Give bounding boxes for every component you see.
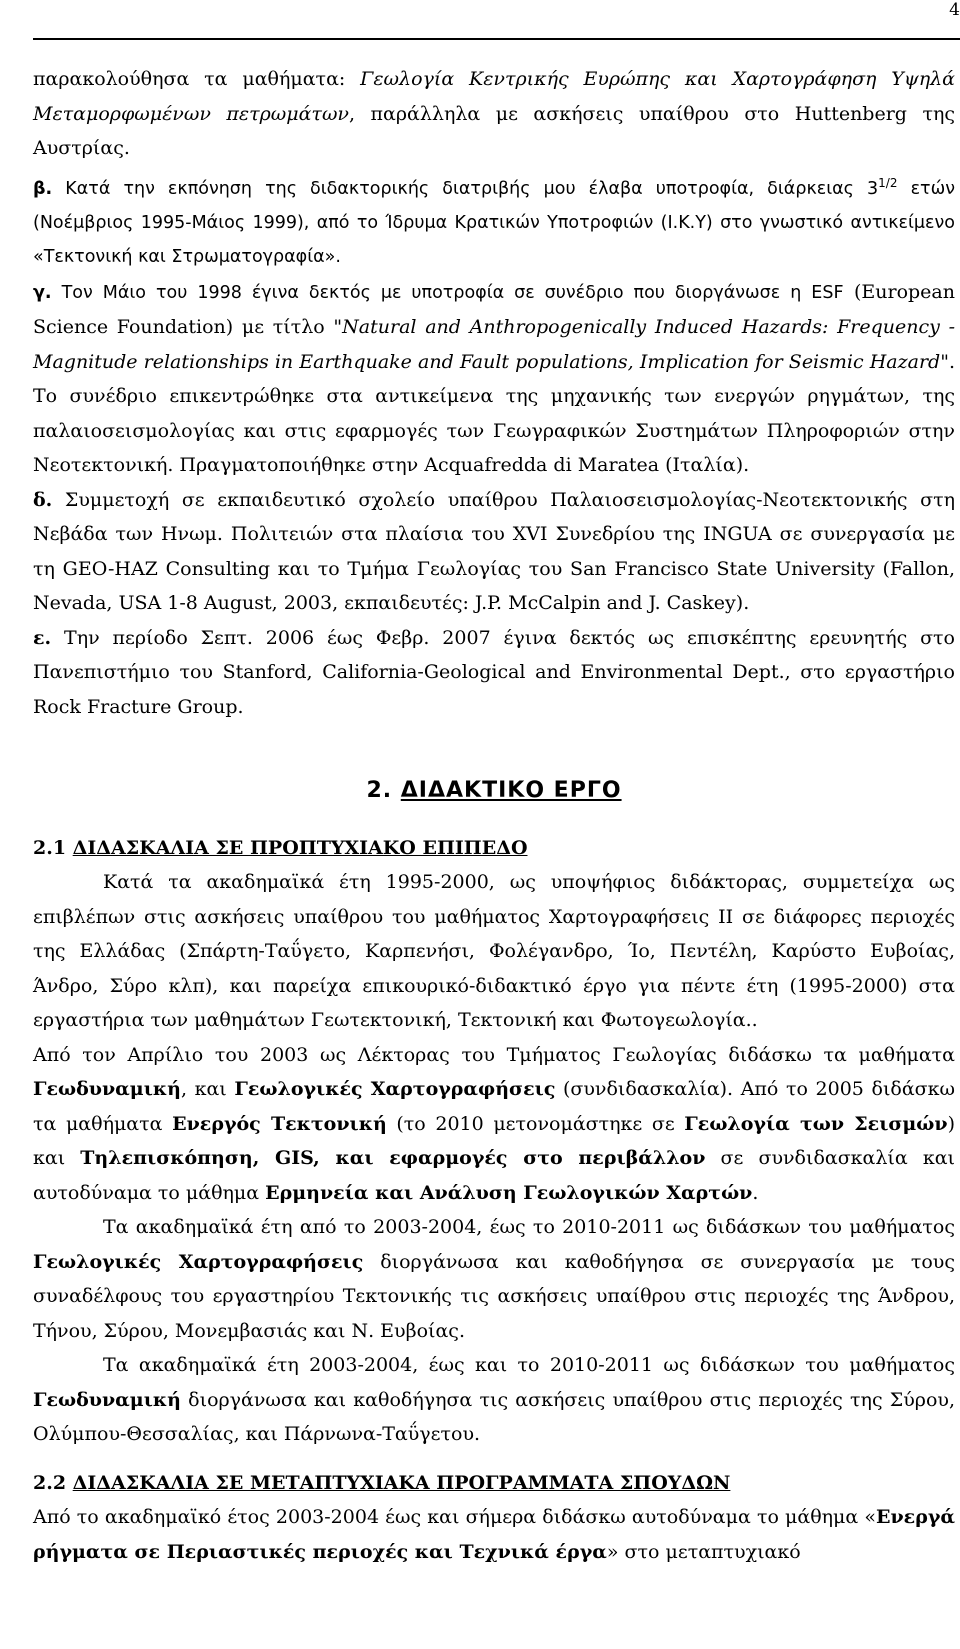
paragraph-undergrad-3: Τα ακαδημαϊκά έτη από το 2003-2004, έως το 2010-2011 ως διδάσκων του μαθήματος Γεωλογικές Χαρτογραφήσεις διοργάνωσα και καθοδήγησα σε συνεργασία με τους συναδέλφους του εργαστηρίου Τεκτονικής τις ασκήσεις υπαίθρου στις περιοχές της Άνδρου, Τήνου, Σύρου, Μονεμβασιάς και Ν. Ευβοίας.	[33, 1216, 955, 1342]
subsection-heading-postgraduate: 2.2 ΔΙΔΑΣΚΑΛΙΑ ΣΕ ΜΕΤΑΠΤΥΧΙΑΚΑ ΠΡΟΓΡΑΜΜΑΤΑ ΣΠΟΥΔΩΝ	[33, 1471, 731, 1494]
header-rule	[33, 38, 960, 40]
item-b: β. Κατά την εκπόνηση της διδακτορικής διατριβής μου έλαβα υποτροφία, διάρκειας $3^{1/2}$ ετών (Νοέμβριος 1995-Μάιος 1999), από το Ίδρυμα Κρατικών Υποτροφιών (Ι.Κ.Υ) στο γνωστικό αντικείμενο «Τεκτονική και Στρωματογραφία».	[33, 175, 955, 268]
section-heading-teaching: 2. ΔΙΔΑΚΤΙΚΟ ΕΡΓΟ	[366, 778, 622, 804]
subsection-heading-undergraduate: 2.1 ΔΙΔΑΣΚΑΛΙΑ ΣΕ ΠΡΟΠΤΥΧΙΑΚΟ ΕΠΙΠΕΔΟ	[33, 836, 528, 859]
item-c-marker: γ.	[33, 282, 52, 303]
paragraph-postgrad-1: Από το ακαδημαϊκό έτος 2003-2004 έως και σήμερα διδάσκω αυτοδύναμα το μάθημα «Ενεργά ρήγματα σε Περιαστικές περιοχές και Τεχνικά έργα» στο μεταπτυχιακό	[33, 1506, 955, 1563]
item-a-continuation: παρακολούθησα τα μαθήματα: Γεωλογία Κεντρικής Ευρώπης και Χαρτογράφηση Υψηλά Μεταμορφωμένων πετρωμάτων, παράλληλα με ασκήσεις υπαίθρου στο Huttenberg της Αυστρίας.	[33, 68, 956, 159]
item-d: δ. Συμμετοχή σε εκπαιδευτικό σχολείο υπαίθρου Παλαιοσεισμολογίας-Νεοτεκτονικής στη Νεβάδα των Ηνωμ. Πολιτειών στα πλαίσια του XVI Συνεδρίου της INGUA σε συνεργασία με τη GEO-HAZ Consulting και το Τμήμα Γεωλογίας του San Francisco State University (Fallon, Nevada, USA 1-8 August, 2003, εκπαιδευτές: J.P. McCalpin and J. Caskey).	[33, 488, 955, 615]
paragraph-undergrad-2: Από τον Απρίλιο του 2003 ως Λέκτορας του Τμήματος Γεωλογίας διδάσκω τα μαθήματα Γεωδυναμική, και Γεωλογικές Χαρτογραφήσεις (συνδιδασκαλία). Από το 2005 διδάσκω τα μαθήματα Ενεργός Τεκτονική (το 2010 μετονομάστηκε σε Γεωλογία των Σεισμών) και Τηλεπισκόπηση, GIS, και εφαρμογές στο περιβάλλον σε συνδιδασκαλία και αυτοδύναμα το μάθημα Ερμηνεία και Ανάλυση Γεωλογικών Χαρτών.	[33, 1043, 955, 1204]
document-body	[33, 62, 955, 1569]
paragraph-undergrad-4: Τα ακαδημαϊκά έτη 2003-2004, έως και το 2010-2011 ως διδάσκων του μαθήματος Γεωδυναμική διοργάνωσα και καθοδήγησα τις ασκήσεις υπαίθρου στις περιοχές της Σύρου, Ολύμπου-Θεσσαλίας, και Πάρνωνα-Ταΰγετου.	[33, 1354, 955, 1446]
item-c: γ. Τον Μάιο του 1998 έγινα δεκτός με υποτροφία σε συνέδριο που διοργάνωσε η ESF (European Science Foundation) με τίτλο "Natural and Anthropogenically Induced Hazards: Frequency - Magnitude relationships in Earthquake and Fault populations, Implication for Seismic Hazard". Το συνέδριο επικεντρώθηκε στα αντικείμενα της μηχανικής των ενεργών ρηγμάτων, της παλαιοσεισμολογίας και στις εφαρμογές των Γεωγραφικών Συστημάτων Πληροφοριών στην Νεοτεκτονική. Πραγματοποιήθηκε στην Acquafredda di Maratea (Ιταλία).	[33, 280, 955, 477]
page-number: 4	[949, 0, 960, 20]
item-e: ε. Την περίοδο Σεπτ. 2006 έως Φεβρ. 2007 έγινα δεκτός ως επισκέπτης ερευνητής στο Πανεπιστήμιο του Stanford, California-Geological and Environmental Dept., στο εργαστήριο Rock Fracture Group.	[33, 626, 955, 718]
spacer	[33, 1452, 955, 1466]
item-d-marker: δ.	[33, 488, 53, 511]
item-e-marker: ε.	[33, 626, 52, 649]
paragraph-undergrad-1: Κατά τα ακαδημαϊκά έτη 1995-2000, ως υποψήφιος διδάκτορας, συμμετείχα ως επιβλέπων στις ασκήσεις υπαίθρου του μαθήματος Χαρτογραφήσεις ΙΙ σε διάφορες περιοχές της Ελλάδας (Σπάρτη-Ταΰγετο, Καρπενήσι, Φολέγανδρο, Ίο, Πεντέλη, Καρύστο Ευβοίας, Άνδρο, Σύρο κλπ), και παρείχα επικουρικό-διδακτικό έργο για πέντε έτη (1995-2000) στα εργαστήρια των μαθημάτων Γεωτεκτονική, Τεκτονική και Φωτογεωλογία..	[33, 871, 955, 1032]
item-b-marker: β.	[33, 178, 53, 199]
